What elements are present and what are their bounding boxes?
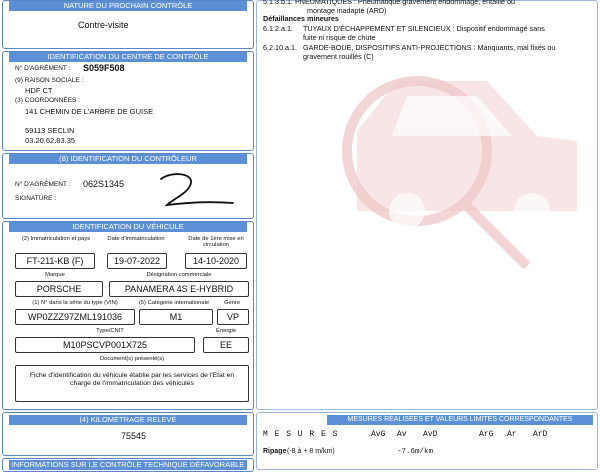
documents-box (15, 365, 249, 402)
item2-text2: gravement rouillés (C) (303, 52, 374, 61)
phone-value: 03.20.62.83.35 (25, 136, 76, 145)
item1-code: 6.1.2.a.1. (263, 24, 293, 33)
item2-code: 6.2.10.a.1. (263, 43, 297, 52)
controleur-agrement-value: 062S1345 (83, 179, 125, 189)
pneumatique-line1: 5.1.3.b.1. PNEUMATIQUES : Pneumatique gravement endommagé, entaillé ou (263, 0, 515, 6)
mesures-header: MESURES RÉALISÉES ET VALEURS LIMITES CORRESPONDANTES (327, 415, 593, 425)
energie-label: Énergie (216, 328, 236, 334)
documents-label: Document(s) présenté(s) (99, 356, 165, 362)
immat-label: (2) Immatriculation et pays (21, 236, 91, 242)
ripage-label: Ripage (263, 448, 287, 455)
signature-label: SIGNATURE : (15, 195, 57, 202)
designation-box: PANAMERA 4S E-HYBRID (109, 281, 249, 297)
genre-box: VP (217, 309, 249, 325)
documents-value: Fiche d'identification du véhicule établie par les services de l'Etat en charge de l'immatriculation des véhicules (29, 372, 235, 387)
raison-sociale-label: (9) RAISON SOCIALE : (15, 77, 84, 84)
col-ar: Ar (507, 430, 517, 439)
ripage-value: -7.6m/km (397, 448, 434, 456)
defaillances-panel (256, 0, 598, 410)
item1-text2: fuite ni risque de chute (303, 33, 376, 42)
kilometrage-header: (4) KILOMÉTRAGE RELEVÉ (9, 415, 247, 425)
informations-header: INFORMATIONS SUR LE CONTRÔLE TECHNIQUE DÉFAVORABLE (9, 460, 247, 470)
controleur-header: (8) IDENTIFICATION DU CONTRÔLEUR (9, 154, 247, 164)
date-1ere-box: 14-10-2020 (185, 253, 247, 269)
vin-box: WP0ZZZ97ZML191036 (15, 309, 135, 325)
kilometrage-value: 75545 (121, 431, 147, 441)
mesures-panel (256, 412, 598, 470)
col-avg: AvG (371, 430, 386, 439)
date-immat-box: 19-07-2022 (107, 253, 167, 269)
date-immat-label: Date d'immatriculation (107, 236, 165, 242)
vehicule-header: IDENTIFICATION DU VÉHICULE (9, 222, 247, 232)
signature-scribble (153, 169, 243, 214)
controleur-panel (2, 153, 254, 219)
centre-panel (2, 51, 254, 151)
controleur-agrement-label: N° D'AGRÉMENT : (15, 181, 71, 188)
address-line2: 59113 SECLIN (25, 126, 75, 135)
marque-box: PORSCHE (15, 281, 103, 297)
pneumatique-line2: montage inadapté (ARD) (307, 6, 387, 15)
col-arg: ArG (479, 430, 494, 439)
type-box: M10PSCVP001X725 (15, 337, 195, 353)
centre-header: IDENTIFICATION DU CENTRE DE CONTRÔLE (9, 52, 247, 62)
mineures-title: Défaillances mineures (263, 14, 339, 23)
marque-label: Marque (45, 272, 65, 278)
col-ard: ArD (533, 430, 548, 439)
item2-text: GARDE-BOUE, DISPOSITIFS ANTI-PROJECTIONS : Manquants, mal fixés ou (303, 43, 556, 52)
prochain-controle-value: Contre-visite (78, 20, 129, 30)
genre-label: Genre (223, 300, 241, 306)
mesures-col-label: M E S U R E S (263, 430, 339, 439)
address-line1: 141 CHEMIN DE L'ARBRE DE GUISE (25, 107, 154, 116)
prochain-controle-panel (2, 0, 254, 49)
vehicule-panel (2, 221, 254, 410)
categorie-box: M1 (139, 309, 213, 325)
date-1ere-label: Date de 1ère mise en circulation (188, 236, 244, 248)
item1-text: TUYAUX D'ÉCHAPPEMENT ET SILENCIEUX : Dispositif endommagé sans (303, 24, 545, 33)
raison-sociale-value: HDF CT (25, 86, 53, 95)
vin-label: (1) N° dans la série du type (VIN) (32, 300, 118, 306)
prochain-controle-header: NATURE DU PROCHAIN CONTRÔLE (9, 1, 247, 11)
ripage-range: (-8 à + 8 m/km) (287, 448, 335, 455)
energie-box: EE (203, 337, 249, 353)
kilometrage-panel (2, 412, 254, 456)
designation-label: Désignation commerciale (146, 272, 212, 278)
categorie-label: (5) Catégorie internationale (138, 300, 210, 306)
centre-agrement-label: N° D'AGRÉMENT : (15, 65, 71, 72)
coordonnees-label: (3) COORDONNÉES : (15, 97, 81, 104)
immat-box: FT-211-KB (F) (15, 253, 95, 269)
centre-agrement-value: S059F508 (83, 63, 125, 73)
col-avd: AvD (423, 430, 438, 439)
watermark-car-magnifier (297, 41, 597, 281)
col-av: Av (397, 430, 407, 439)
type-label: Type/CNIT (96, 328, 124, 334)
